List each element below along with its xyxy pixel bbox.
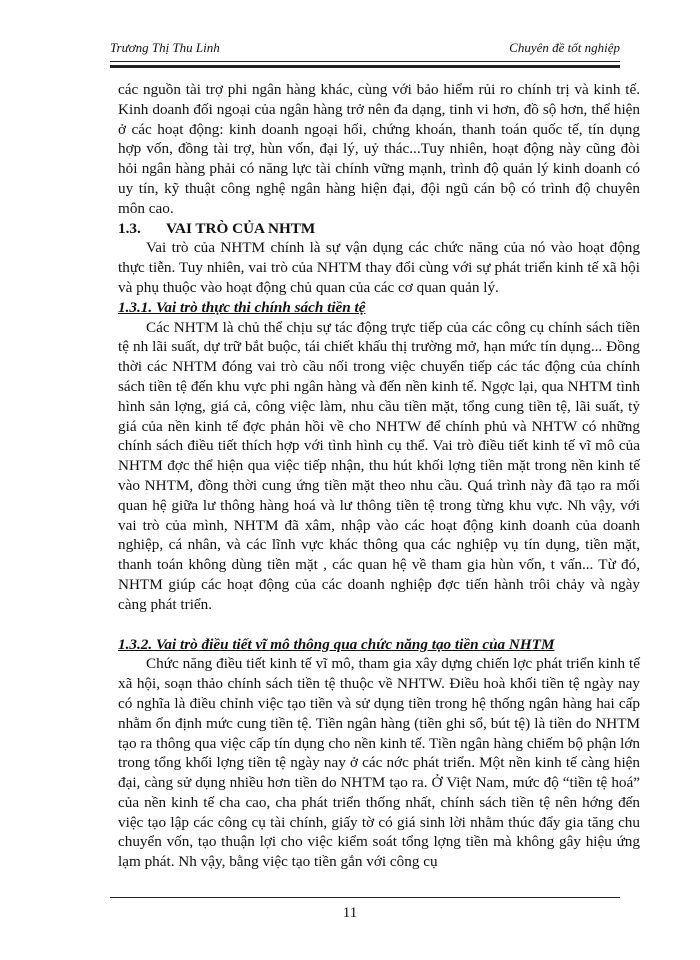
header-title: Chuyên đề tốt nghiệp (509, 40, 620, 55)
section-number: 1.3. (118, 219, 141, 237)
paragraph-role-overview: Vai trò của NHTM chính là sự vận dụng các chức năng của nó vào hoạt động thực tiễn. Tuy nhiên, vai trò của NHTM thay đổi cùng với sự phát triển kinh tế xã hội và phụ thuộc vào hoạt động chủ quan của các cơ quan quản lý. (118, 239, 640, 296)
subsection-heading-1-3-2: 1.3.2. Vai trò điều tiết vĩ mô thông qua chức năng tạo tiền của NHTM (118, 635, 555, 653)
paragraph-intro: các nguồn tài trợ phi ngân hàng khác, cùng với bảo hiểm rủi ro chính trị và kinh tế. Kinh doanh đối ngoại của ngân hàng trở nên đa dạng, tinh vi hơn, đồ sộ hơn, thể hiện ở các hoạt động: kinh doanh ngoại hối, chứng khoán, thanh toán quốc tế, tín dụng hợp vốn, đồng tài trợ, hùn vốn, đại lý, uỷ thác...Tuy nhiên, hoạt động này cũng đòi hỏi ngân hàng phải có năng lực tài chính vững mạnh, trình độ quản lý kinh doanh có uy tín, kỹ thuật công nghệ ngân hàng hiện đại, đội ngũ cán bộ có trình độ chuyên môn cao. (118, 81, 640, 217)
page-header (110, 40, 620, 62)
subsection-heading-1-3-1: 1.3.1. Vai trò thực thi chính sách tiền tệ (118, 298, 366, 316)
header-rule-thick (110, 65, 620, 68)
paragraph-monetary-policy: Các NHTM là chủ thể chịu sự tác động trực tiếp của các công cụ chính sách tiền tệ nh lãi suất, dự trữ bắt buộc, tái chiết khấu thị trường mở, hạn mức tín dụng... Đồng thời các NHTM đóng vai trò cầu nối trong việc chuyển tiếp các tác động của chính sách tiền tệ đến khu vực phi ngân hàng và đến nền kinh tế. Ngợc lại, qua NHTM tình hình sản lợng, giá cả, công việc làm, nhu cầu tiền mặt, tổng cung tiền tệ, lãi suất, tỷ giá của nền kinh tế đợc phản hồi về cho NHTW để chính phủ và NHTW có những chính sách điều tiết thích hợp với tình hình cụ thể. Vai trò điều tiết kinh tế vĩ mô của NHTM đợc thể hiện qua việc tiếp nhận, thu hút khối lợng tiền mặt trong nền kinh tế vào NHTM, đồng thời cung ứng tiền mặt theo nhu cầu. Quá trình này đã tạo ra mối quan hệ giữa lư thông hàng hoá và lư thông tiền tệ trong từng khu vực. Nh vậy, với vai trò của mình, NHTM đã xâm, nhập vào các hoạt động kinh doanh của doanh nghiệp, cá nhân, và các lĩnh vực khác thông qua các nghiệp vụ tín dụng, tiền mặt, thanh toán không dùng tiền mặt , các quan hệ về tham gia hùn vốn, t vấn... Từ đó, NHTM giúp các hoạt động của các doanh nghiệp đợc tiến hành trôi chảy và ngày càng phát triển. (118, 318, 640, 613)
page-number: 11 (342, 905, 358, 921)
header-author: Trương Thị Thu Linh (110, 40, 220, 55)
footer-rule (110, 897, 620, 898)
header-rule-thin (110, 61, 620, 62)
document-body (118, 80, 640, 872)
section-heading-1-3 (118, 219, 640, 239)
paragraph-macro-regulation: Chức năng điều tiết kinh tế vĩ mô, tham gia xây dựng chiến lợc phát triển kinh tế xã hội, soạn thảo chính sách tiền tệ thuộc về NHTW. Điều hoà khối tiền tệ ngày nay có nghĩa là điều chỉnh việc tạo tiền và sử dụng tiền trong hệ thống ngân hàng hai cấp nhằm ổn định mức cung tiền tệ. Tiền ngân hàng (tiền ghi sổ, bút tệ) là tiền do NHTM tạo ra thông qua việc cấp tín dụng cho nền kinh tế. Tiền ngân hàng chiếm bộ phận lớn trong tổng khối lợng tiền tệ ngày nay ở các nớc phát triển. Một nền kinh tế càng hiện đại, càng sử dụng nhiều hơn tiền do NHTM tạo ra. Ở Việt Nam, mức độ “tiền tệ hoá” của nền kinh tế cha cao, cha phát triển thống nhất, chính sách tiền tệ nên hớng đến việc tạo lập các công cụ tài chính, giấy tờ có giá sinh lời nhằm thúc đẩy gia tăng chu chuyển vốn, tạo thuận lợi cho việc kiểm soát tổng lợng tiền mà không gây hiệu ứng lạm phát. Nh vậy, bằng việc tạo tiền gắn với công cụ (118, 655, 640, 871)
section-title: VAI TRÒ CỦA NHTM (166, 219, 316, 237)
